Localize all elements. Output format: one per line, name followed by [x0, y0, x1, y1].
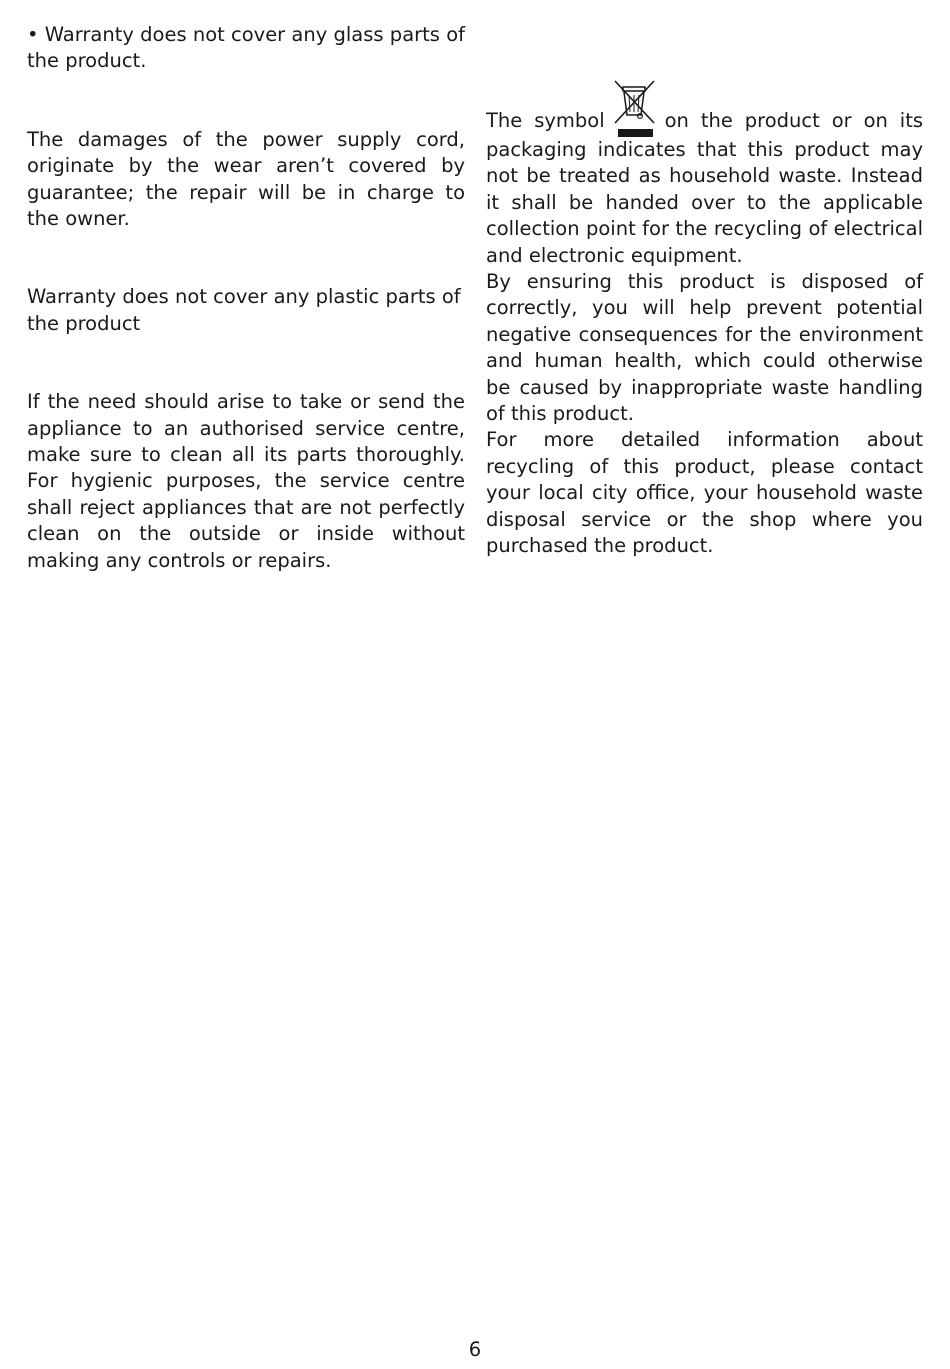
disposal-benefits-paragraph: By ensuring this product is disposed of correctly, you will help prevent potential negative consequences for the environment and human health, which could otherwise be caused by inappropriate waste handling of this product. — [486, 270, 923, 426]
symbol-explanation-text: on the product or on its packaging indicates that this product may not be treated as household waste. Instead it shall be handed over to the applicable collection point for the recycling of electrical and electronic equipment. — [486, 109, 924, 267]
glass-parts-warranty-paragraph: • Warranty does not cover any glass parts of the product. — [27, 23, 465, 73]
weee-symbol-paragraph — [486, 75, 923, 269]
crossed-out-wheelie-bin-icon — [612, 75, 658, 137]
power-cord-damage-paragraph: The damages of the power supply cord, originate by the wear aren’t covered by guarantee; the repair will be in charge to the owner. — [27, 127, 465, 231]
right-column — [486, 22, 923, 560]
left-column — [27, 22, 465, 574]
service-centre-cleaning-paragraph: If the need should arise to take or send the appliance to an authorised service centre, make sure to clean all its parts thoroughly. For hygienic purposes, the service centre shall reject appliances that are not perfectly clean on the outside or inside without making any controls or repairs. — [27, 390, 465, 572]
page-number: 6 — [468, 1338, 482, 1361]
symbol-intro-text: The symbol — [486, 109, 605, 132]
plastic-parts-warranty-paragraph: Warranty does not cover any plastic parts of the product — [27, 285, 461, 335]
recycling-info-paragraph: For more detailed information about recycling of this product, please contact your local city office, your household waste disposal service or the shop where you purchased the product. — [486, 428, 923, 558]
